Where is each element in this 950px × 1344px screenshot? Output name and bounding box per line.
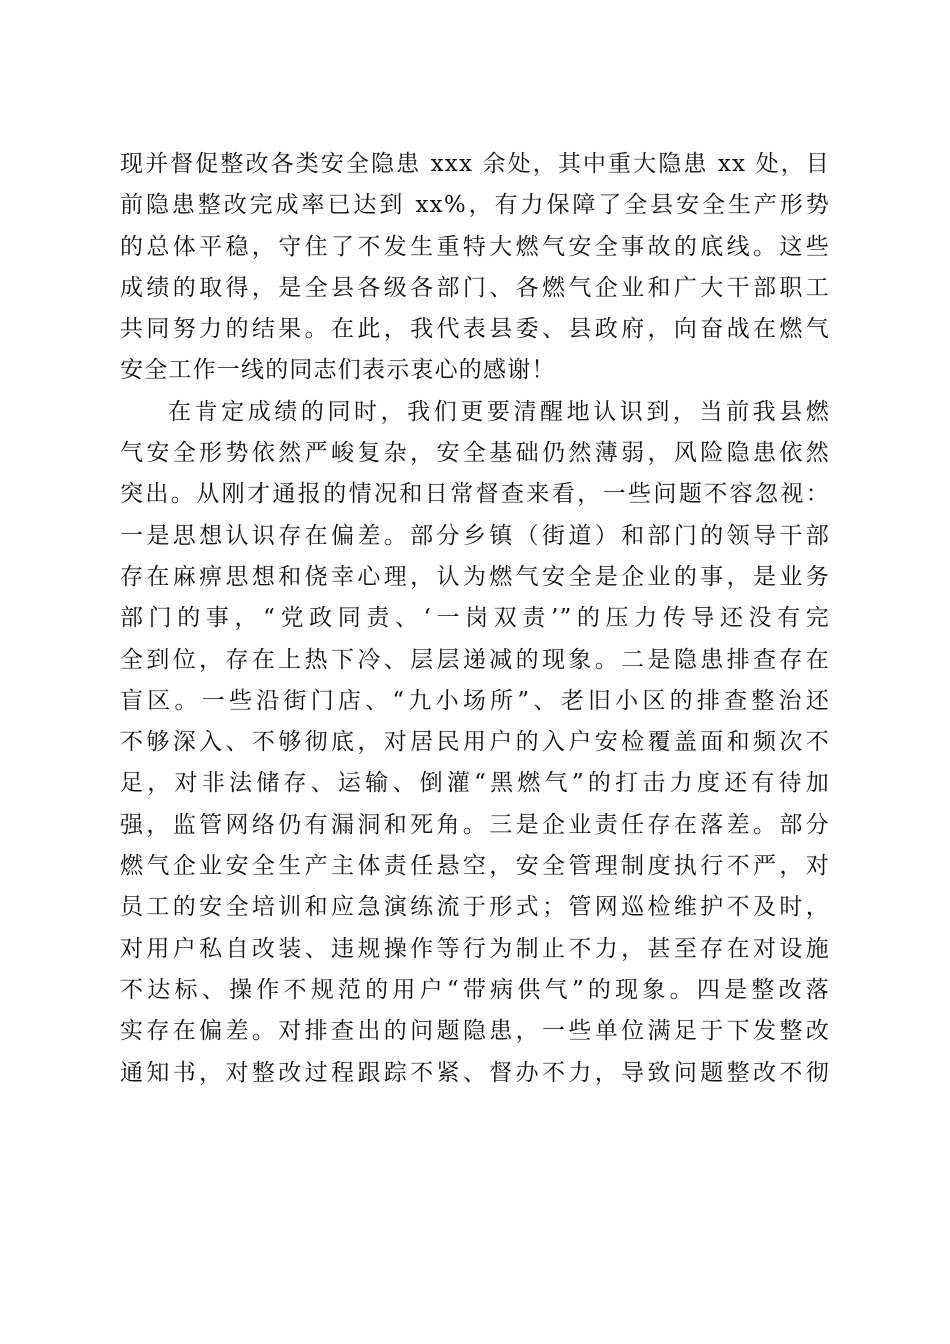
paragraph-line: 足，对非法储存、运输、倒灌“黑燃气”的打击力度还有待加 xyxy=(120,770,830,797)
paragraph-line: 燃气企业安全生产主体责任悬空，安全管理制度执行不严，对 xyxy=(120,853,830,880)
paragraph-line: 气安全形势依然严峻复杂，安全基础仍然薄弱，风险隐患依然 xyxy=(120,440,830,467)
paragraph-1 xyxy=(120,144,830,392)
paragraph-line: 对用户私自改装、违规操作等行为制止不力，甚至存在对设施 xyxy=(120,935,830,962)
paragraph-line: 不达标、操作不规范的用户“带病供气”的现象。四是整改落 xyxy=(120,976,830,1003)
paragraph-line: 一是思想认识存在偏差。部分乡镇（街道）和部门的领导干部 xyxy=(120,522,830,549)
paragraph-line: 不够深入、不够彻底，对居民用户的入户安检覆盖面和频次不 xyxy=(120,729,830,756)
paragraph-line: 盲区。一些沿街门店、“九小场所”、老旧小区的排查整治还 xyxy=(120,687,830,714)
paragraph-line: 安全工作一线的同志们表示衷心的感谢！ xyxy=(120,357,556,384)
paragraph-2 xyxy=(120,392,830,1094)
paragraph-line: 员工的安全培训和应急演练流于形式；管网巡检维护不及时， xyxy=(120,894,830,921)
paragraph-line: 的总体平稳，守住了不发生重特大燃气安全事故的底线。这些 xyxy=(120,233,830,260)
body-text xyxy=(120,144,830,1094)
paragraph-line: 实存在偏差。对排查出的问题隐患，一些单位满足于下发整改 xyxy=(120,1018,830,1045)
paragraph-line: 部门的事，“党政同责、‘一岗双责’”的压力传导还没有完 xyxy=(120,605,830,632)
paragraph-line: 全到位，存在上热下冷、层层递减的现象。二是隐患排查存在 xyxy=(120,646,830,673)
paragraph-line: 强，监管网络仍有漏洞和死角。三是企业责任存在落差。部分 xyxy=(120,811,830,838)
paragraph-line: 通知书，对整改过程跟踪不紧、督办不力，导致问题整改不彻 xyxy=(120,1059,830,1086)
paragraph-line: 在肯定成绩的同时，我们更要清醒地认识到，当前我县燃 xyxy=(168,398,830,425)
paragraph-line: 现并督促整改各类安全隐患 xxx 余处，其中重大隐患 xx 处，目 xyxy=(120,151,830,177)
paragraph-line: 存在麻痹思想和侥幸心理，认为燃气安全是企业的事，是业务 xyxy=(120,563,830,590)
paragraph-line: 共同努力的结果。在此，我代表县委、县政府，向奋战在燃气 xyxy=(120,316,830,343)
paragraph-line: 成绩的取得，是全县各级各部门、各燃气企业和广大干部职工 xyxy=(120,274,830,301)
paragraph-line: 前隐患整改完成率已达到 xx%，有力保障了全县安全生产形势 xyxy=(120,192,830,219)
paragraph-line: 突出。从刚才通报的情况和日常督查来看，一些问题不容忽视： xyxy=(120,481,830,508)
